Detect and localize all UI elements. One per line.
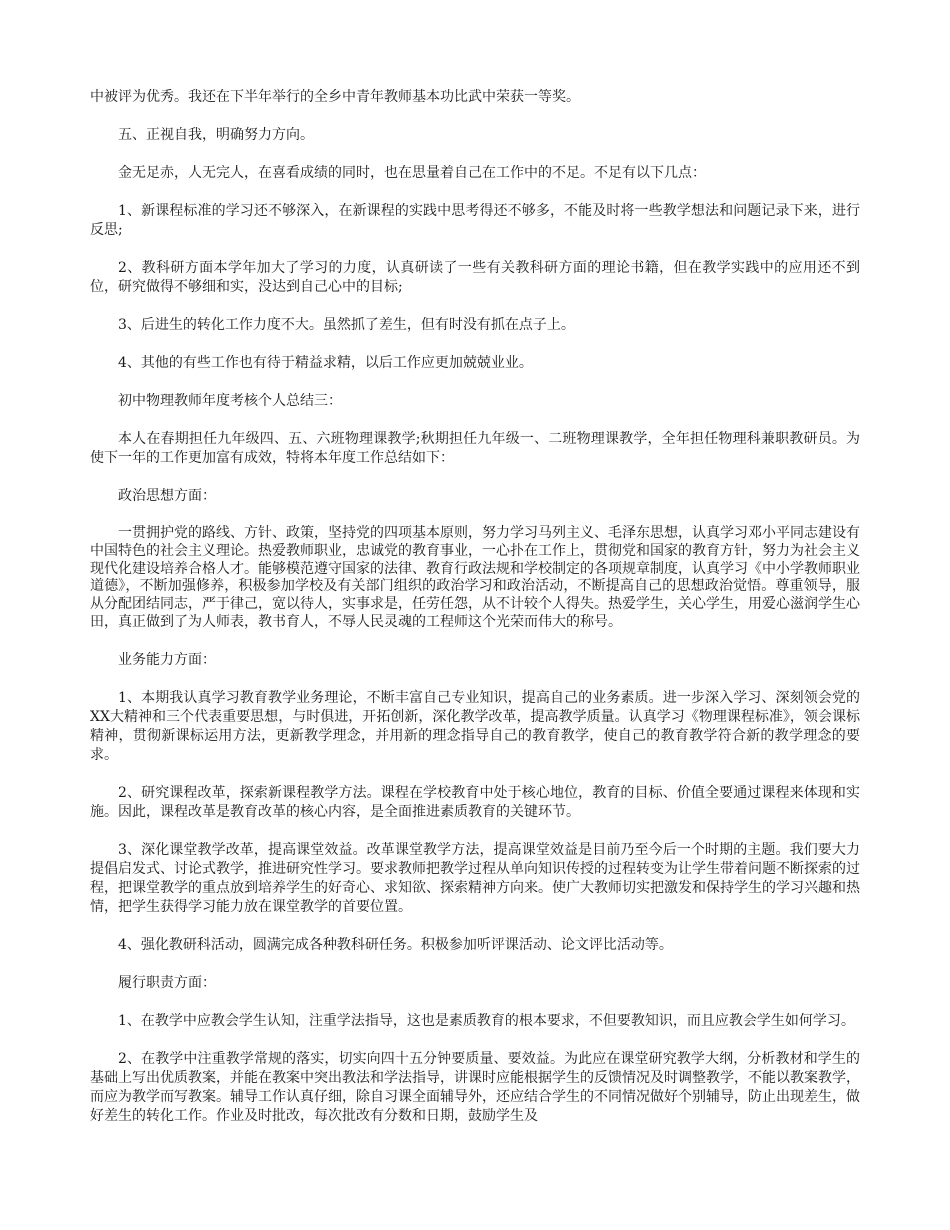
section-heading-political: 政治思想方面： (118, 488, 216, 504)
document-page (90, 88, 860, 1145)
paragraph-shortcoming-1: 1、新课程标准的学习还不够深入，在新课程的实践中思考得还不够多，不能及时将一些教学想法和问题记录下来，进行反思; (90, 203, 860, 238)
paragraph-professional-1: 1、本期我认真学习教育教学业务理论，不断丰富自己专业知识，提高自己的业务素质。进一步深入学习、深刻领会党的XX大精神和三个代表重要思想，与时俱进，开拓创新，深化教学改革，提高教学质量。认真学习《物理课程标准》，领会课标精神，贯彻新课标运用方法，更新教学理念，并用新的理念指导自己的教育教学，使自己的教育教学符合新的教学理念的要求。 (90, 689, 860, 763)
paragraph-duties-2: 2、在教学中注重教学常规的落实，切实向四十五分钟要质量、要效益。为此应在课堂研究教学大纲，分析教材和学生的基础上写出优质教案，并能在教案中突出教法和学法指导，讲课时应能根据学生的反馈情况及时调整教学，不能以教案教学，而应为教学而写教案。辅导工作认真仔细，除自习课全面辅导外，还应结合学生的不同情况做好个别辅导，防止出现差生，做好差生的转化工作。作业及时批改，每次批改有分数和日期，鼓励学生及 (90, 1050, 860, 1124)
paragraph-professional-2: 2、研究课程改革，探索新课程教学方法。课程在学校教育中处于核心地位，教育的目标、价值全要通过课程来体现和实施。因此，课程改革是教育改革的核心内容，是全面推进素质教育的关键环节。 (90, 784, 860, 820)
paragraph-political: 一贯拥护党的路线、方针、政策，坚持党的四项基本原则，努力学习马列主义、毛泽东思想，认真学习邓小平同志建设有中国特色的社会主义理论。热爱教师职业，忠诚党的教育事业，一心扑在工作上，贯彻党和国家的教育方针，努力为社会主义现代化建设培养合格人才。能够模范遵守国家的法律、教育行政法规和学校制定的各项规章制度，认真学习《中小学教师职业道德》，不断加强修养，积极参加学校及有关部门组织的政治学习和政治活动，不断提高自己的思想政治觉悟。尊重领导，服从分配团结同志，严于律己，宽以待人，实事求是，任劳任怨，从不计较个人得失。热爱学生，关心学生，用爱心滋润学生心田，真正做到了为人师表，教书育人，不辱人民灵魂的工程师这个光荣而伟大的称号。 (90, 525, 860, 630)
paragraph-continuation: 中被评为优秀。我还在下半年举行的全乡中青年教师基本功比武中荣获一等奖。 (90, 89, 580, 105)
paragraph-professional-4: 4、强化教研科活动，圆满完成各种教科研任务。积极参加听评课活动、论文评比活动等。 (118, 936, 673, 953)
section-heading-self-reflection: 五、正视自我，明确努力方向。 (118, 127, 314, 143)
section-heading-duties: 履行职责方面： (118, 974, 216, 991)
paragraph-shortcomings-intro: 金无足赤，人无完人，在喜看成绩的同时，也在思量着自己在工作中的不足。不足有以下几点： (118, 165, 706, 181)
summary-three-title: 初中物理教师年度考核个人总结三： (118, 393, 342, 409)
paragraph-shortcoming-4: 4、其他的有些工作也有待于精益求精，以后工作应更加兢兢业业。 (118, 355, 533, 371)
paragraph-professional-3: 3、深化课堂教学改革，提高课堂效益。改革课堂教学方法，提高课堂效益是目前乃至今后一个时期的主题。我们要大力提倡启发式、讨论式教学，推进研究性学习。要求教师把教学过程从单向知识传授的过程转变为让学生带着问题不断探索的过程，把课堂教学的重点放到培养学生的好奇心、求知欲、探索精神方向来。使广大教师切实把激发和保持学生的学习兴趣和热情，把学生获得学习能力放在课堂教学的首要位置。 (90, 841, 860, 915)
paragraph-intro: 本人在春期担任九年级四、五、六班物理课教学;秋期担任九年级一、二班物理课教学，全年担任物理科兼职教研员。为使下一年的工作更加富有成效，特将本年度工作总结如下： (90, 431, 860, 466)
section-heading-professional: 业务能力方面： (118, 651, 216, 668)
paragraph-duties-1: 1、在教学中应教会学生认知，注重学法指导，这也是素质教育的根本要求，不但要教知识，而且应教会学生如何学习。 (118, 1012, 855, 1029)
paragraph-shortcoming-3: 3、后进生的转化工作力度不大。虽然抓了差生，但有时没有抓在点子上。 (118, 317, 575, 333)
paragraph-shortcoming-2: 2、教科研方面本学年加大了学习的力度，认真研读了一些有关教科研方面的理论书籍，但在教学实践中的应用还不到位，研究做得不够细和实，没达到自己心中的目标; (90, 260, 860, 295)
